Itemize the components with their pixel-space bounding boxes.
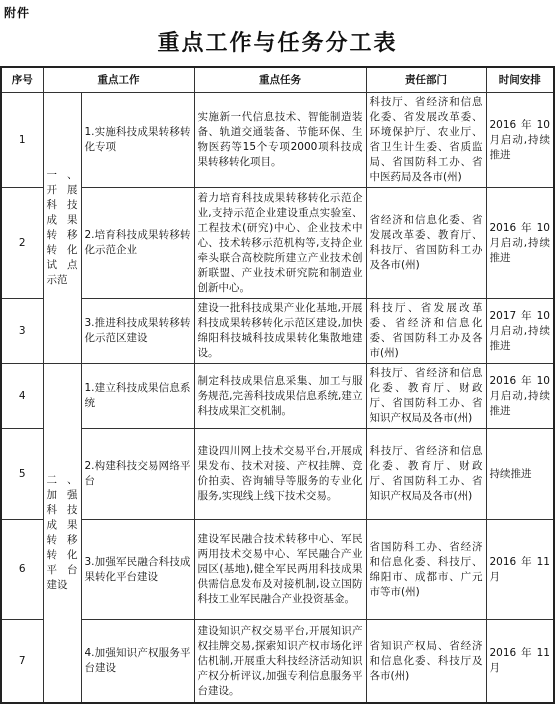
task-description: 制定科技成果信息采集、加工与服务规范,完善科技成果信息系统,建立科技成果汇交机制。 bbox=[194, 364, 366, 429]
group-label: 二、加强科技成果转移转化平台建设 bbox=[43, 364, 81, 704]
schedule: 2016年10月启动,持续推进 bbox=[486, 93, 554, 188]
row-number: 2 bbox=[1, 188, 43, 299]
group-label: 一、开展科技成果转移转化试点示范 bbox=[43, 93, 81, 364]
schedule: 2016年10月启动,持续推进 bbox=[486, 188, 554, 299]
table-row bbox=[1, 429, 554, 520]
annex-label: 附件 bbox=[4, 6, 31, 20]
task-description: 建设一批科技成果产业化基地,开展科技成果转移转化示范区建设,加快绵阳科技城科技成果转化集散地建设。 bbox=[194, 299, 366, 364]
row-number: 1 bbox=[1, 93, 43, 188]
header-dept: 责任部门 bbox=[366, 67, 486, 93]
task-description: 着力培育科技成果转移转化示范企业,支持示范企业建设重点实验室、工程技术(研究)中心、企业技术中心、技术转移示范机构等,支持企业牵头联合高校院所建立产业技术创新联盟、产业技术研究院和制造业创新中心。 bbox=[194, 188, 366, 299]
work-item: 2.培育科技成果转移转化示范企业 bbox=[81, 188, 194, 299]
header-no: 序号 bbox=[1, 67, 43, 93]
responsible-dept: 省国防科工办、省经济和信息化委、科技厅、绵阳市、成都市、广元市等市(州) bbox=[366, 520, 486, 620]
row-number: 3 bbox=[1, 299, 43, 364]
work-item: 1.建立科技成果信息系统 bbox=[81, 364, 194, 429]
work-item: 2.构建科技交易网络平台 bbox=[81, 429, 194, 520]
row-number: 5 bbox=[1, 429, 43, 520]
table-row bbox=[1, 188, 554, 299]
work-item: 4.加强知识产权服务平台建设 bbox=[81, 620, 194, 704]
schedule: 2016年11月 bbox=[486, 620, 554, 704]
header-task: 重点任务 bbox=[194, 67, 366, 93]
task-description: 建设四川网上技术交易平台,开展成果发布、技术对接、产权挂牌、竞价拍卖、咨询辅导等服务的专业化服务,实现线上线下技术交易。 bbox=[194, 429, 366, 520]
task-table bbox=[0, 66, 555, 704]
schedule: 2016年11月 bbox=[486, 520, 554, 620]
table-row bbox=[1, 299, 554, 364]
responsible-dept: 省经济和信息化委、省发展改革委、教育厅、科技厅、省国防科工办及各市(州) bbox=[366, 188, 486, 299]
page-title: 重点工作与任务分工表 bbox=[157, 31, 398, 56]
table-row bbox=[1, 364, 554, 429]
table-row bbox=[1, 93, 554, 188]
table-row bbox=[1, 520, 554, 620]
responsible-dept: 科技厅、省发展改革委、省经济和信息化委、省国防科工办及各市(州) bbox=[366, 299, 486, 364]
row-number: 6 bbox=[1, 520, 43, 620]
responsible-dept: 科技厅、省经济和信息化委、省发展改革委、环境保护厅、农业厅、省卫生计生委、省质监局、省国防科工办、省中医药局及各市(州) bbox=[366, 93, 486, 188]
schedule: 2016年10月启动,持续推进 bbox=[486, 364, 554, 429]
work-item: 3.推进科技成果转移转化示范区建设 bbox=[81, 299, 194, 364]
row-number: 7 bbox=[1, 620, 43, 704]
schedule: 2017年10月启动,持续推进 bbox=[486, 299, 554, 364]
responsible-dept: 省知识产权局、省经济和信息化委、科技厅及各市(州) bbox=[366, 620, 486, 704]
responsible-dept: 科技厅、省经济和信息化委、教育厅、财政厅、省国防科工办、省知识产权局及各市(州) bbox=[366, 429, 486, 520]
header-time: 时间安排 bbox=[486, 67, 554, 93]
work-item: 1.实施科技成果转移转化专项 bbox=[81, 93, 194, 188]
work-item: 3.加强军民融合科技成果转化平台建设 bbox=[81, 520, 194, 620]
task-description: 建设知识产权交易平台,开展知识产权挂牌交易,探索知识产权市场化评估机制,开展重大科技经济活动知识产权分析评议,加强专利信息服务平台建设。 bbox=[194, 620, 366, 704]
responsible-dept: 科技厅、省经济和信息化委、教育厅、财政厅、省国防科工办、省知识产权局及各市(州) bbox=[366, 364, 486, 429]
header-work: 重点工作 bbox=[43, 67, 194, 93]
table-row bbox=[1, 620, 554, 704]
task-description: 建设军民融合技术转移中心、军民两用技术交易中心、军民融合产业园区(基地),健全军民两用科技成果供需信息发布及对接机制,设立国防科技工业军民融合产业投资基金。 bbox=[194, 520, 366, 620]
schedule: 持续推进 bbox=[486, 429, 554, 520]
row-number: 4 bbox=[1, 364, 43, 429]
task-description: 实施新一代信息技术、智能制造装备、轨道交通装备、节能环保、生物医药等15个专项2000项科技成果转移转化项目。 bbox=[194, 93, 366, 188]
table-header-row bbox=[1, 67, 554, 93]
